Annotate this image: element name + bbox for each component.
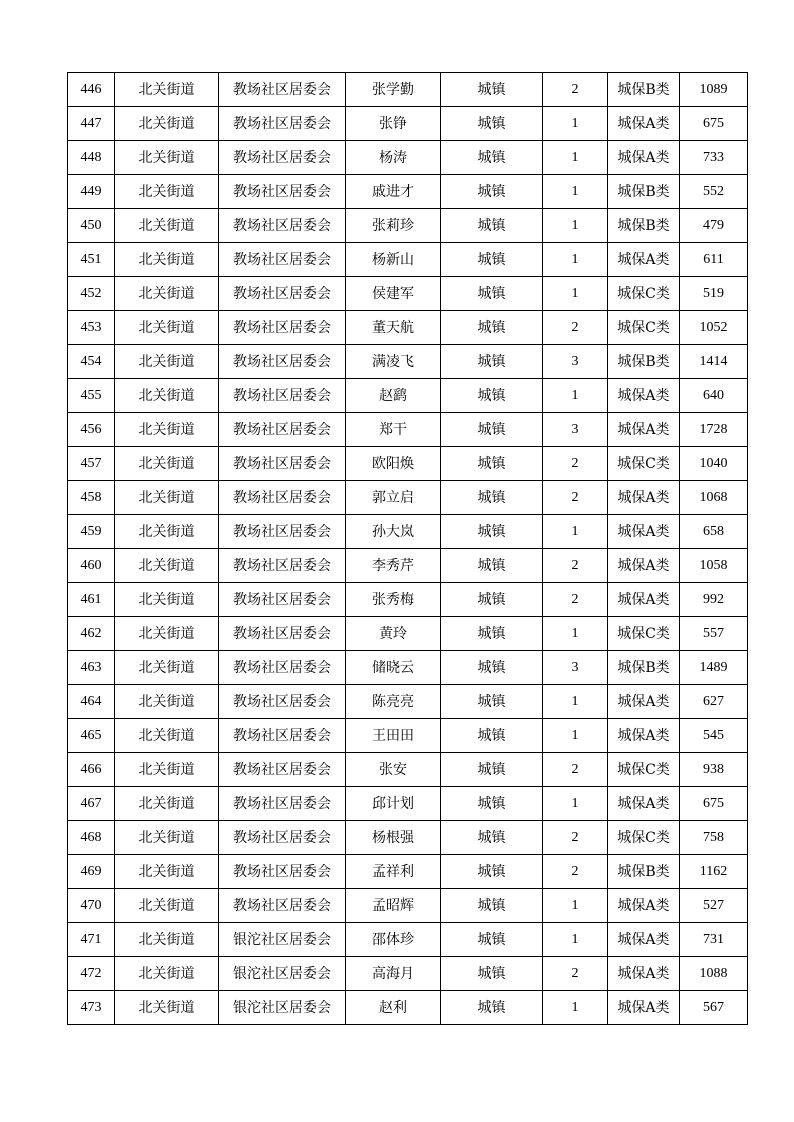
cell-community: 教场社区居委会 xyxy=(219,549,346,583)
cell-insurance-category: 城保A类 xyxy=(608,583,680,617)
cell-insurance-category: 城保B类 xyxy=(608,73,680,107)
cell-street: 北关街道 xyxy=(115,141,219,175)
cell-household-count: 2 xyxy=(543,311,608,345)
cell-household-count: 1 xyxy=(543,107,608,141)
cell-amount: 731 xyxy=(680,923,748,957)
cell-person-name: 杨涛 xyxy=(346,141,441,175)
cell-household-count: 3 xyxy=(543,345,608,379)
cell-amount: 1089 xyxy=(680,73,748,107)
cell-serial-number: 472 xyxy=(68,957,115,991)
cell-insurance-category: 城保A类 xyxy=(608,787,680,821)
cell-street: 北关街道 xyxy=(115,311,219,345)
cell-household-count: 2 xyxy=(543,447,608,481)
cell-area-type: 城镇 xyxy=(441,923,543,957)
cell-household-count: 1 xyxy=(543,617,608,651)
cell-amount: 1414 xyxy=(680,345,748,379)
cell-serial-number: 468 xyxy=(68,821,115,855)
cell-area-type: 城镇 xyxy=(441,243,543,277)
table-row xyxy=(68,787,748,821)
cell-area-type: 城镇 xyxy=(441,277,543,311)
cell-serial-number: 462 xyxy=(68,617,115,651)
cell-serial-number: 449 xyxy=(68,175,115,209)
cell-community: 教场社区居委会 xyxy=(219,107,346,141)
cell-person-name: 赵利 xyxy=(346,991,441,1025)
cell-household-count: 1 xyxy=(543,379,608,413)
cell-insurance-category: 城保C类 xyxy=(608,821,680,855)
cell-serial-number: 455 xyxy=(68,379,115,413)
cell-street: 北关街道 xyxy=(115,175,219,209)
cell-serial-number: 447 xyxy=(68,107,115,141)
cell-community: 教场社区居委会 xyxy=(219,243,346,277)
cell-person-name: 欧阳焕 xyxy=(346,447,441,481)
roster-table xyxy=(67,72,748,1025)
cell-street: 北关街道 xyxy=(115,991,219,1025)
cell-area-type: 城镇 xyxy=(441,753,543,787)
cell-person-name: 张铮 xyxy=(346,107,441,141)
cell-person-name: 郭立启 xyxy=(346,481,441,515)
cell-amount: 938 xyxy=(680,753,748,787)
cell-amount: 567 xyxy=(680,991,748,1025)
cell-area-type: 城镇 xyxy=(441,73,543,107)
cell-serial-number: 451 xyxy=(68,243,115,277)
cell-person-name: 侯建军 xyxy=(346,277,441,311)
cell-insurance-category: 城保A类 xyxy=(608,991,680,1025)
table-row xyxy=(68,311,748,345)
cell-person-name: 张莉珍 xyxy=(346,209,441,243)
cell-area-type: 城镇 xyxy=(441,413,543,447)
cell-household-count: 2 xyxy=(543,549,608,583)
cell-area-type: 城镇 xyxy=(441,889,543,923)
cell-insurance-category: 城保A类 xyxy=(608,923,680,957)
cell-community: 教场社区居委会 xyxy=(219,413,346,447)
cell-street: 北关街道 xyxy=(115,889,219,923)
cell-community: 银沱社区居委会 xyxy=(219,923,346,957)
table-row xyxy=(68,549,748,583)
cell-person-name: 张秀梅 xyxy=(346,583,441,617)
cell-area-type: 城镇 xyxy=(441,209,543,243)
cell-person-name: 高海月 xyxy=(346,957,441,991)
cell-household-count: 2 xyxy=(543,753,608,787)
cell-community: 教场社区居委会 xyxy=(219,73,346,107)
cell-household-count: 3 xyxy=(543,413,608,447)
cell-area-type: 城镇 xyxy=(441,583,543,617)
cell-amount: 627 xyxy=(680,685,748,719)
cell-community: 教场社区居委会 xyxy=(219,855,346,889)
cell-area-type: 城镇 xyxy=(441,719,543,753)
cell-person-name: 邱计划 xyxy=(346,787,441,821)
table-row xyxy=(68,991,748,1025)
cell-serial-number: 459 xyxy=(68,515,115,549)
cell-street: 北关街道 xyxy=(115,923,219,957)
cell-community: 银沱社区居委会 xyxy=(219,957,346,991)
cell-street: 北关街道 xyxy=(115,549,219,583)
table-row xyxy=(68,617,748,651)
cell-serial-number: 454 xyxy=(68,345,115,379)
cell-serial-number: 446 xyxy=(68,73,115,107)
cell-insurance-category: 城保A类 xyxy=(608,515,680,549)
cell-household-count: 2 xyxy=(543,481,608,515)
cell-street: 北关街道 xyxy=(115,107,219,141)
cell-street: 北关街道 xyxy=(115,753,219,787)
cell-community: 教场社区居委会 xyxy=(219,345,346,379)
cell-amount: 758 xyxy=(680,821,748,855)
cell-street: 北关街道 xyxy=(115,651,219,685)
cell-street: 北关街道 xyxy=(115,583,219,617)
cell-street: 北关街道 xyxy=(115,345,219,379)
cell-serial-number: 452 xyxy=(68,277,115,311)
cell-serial-number: 471 xyxy=(68,923,115,957)
cell-serial-number: 464 xyxy=(68,685,115,719)
cell-community: 银沱社区居委会 xyxy=(219,991,346,1025)
cell-household-count: 2 xyxy=(543,957,608,991)
cell-insurance-category: 城保C类 xyxy=(608,753,680,787)
cell-area-type: 城镇 xyxy=(441,107,543,141)
cell-amount: 1068 xyxy=(680,481,748,515)
cell-insurance-category: 城保C类 xyxy=(608,617,680,651)
table-row xyxy=(68,175,748,209)
cell-street: 北关街道 xyxy=(115,413,219,447)
cell-amount: 640 xyxy=(680,379,748,413)
cell-household-count: 1 xyxy=(543,515,608,549)
cell-insurance-category: 城保A类 xyxy=(608,957,680,991)
cell-street: 北关街道 xyxy=(115,481,219,515)
cell-insurance-category: 城保C类 xyxy=(608,311,680,345)
cell-household-count: 3 xyxy=(543,651,608,685)
cell-serial-number: 467 xyxy=(68,787,115,821)
cell-street: 北关街道 xyxy=(115,209,219,243)
cell-serial-number: 453 xyxy=(68,311,115,345)
cell-area-type: 城镇 xyxy=(441,787,543,821)
table-row xyxy=(68,889,748,923)
cell-household-count: 2 xyxy=(543,583,608,617)
cell-insurance-category: 城保A类 xyxy=(608,889,680,923)
cell-household-count: 2 xyxy=(543,855,608,889)
cell-serial-number: 458 xyxy=(68,481,115,515)
cell-person-name: 戚进才 xyxy=(346,175,441,209)
cell-amount: 527 xyxy=(680,889,748,923)
cell-household-count: 1 xyxy=(543,141,608,175)
cell-street: 北关街道 xyxy=(115,787,219,821)
cell-person-name: 杨根强 xyxy=(346,821,441,855)
table-row xyxy=(68,209,748,243)
cell-amount: 1728 xyxy=(680,413,748,447)
cell-serial-number: 456 xyxy=(68,413,115,447)
cell-household-count: 1 xyxy=(543,923,608,957)
table-row xyxy=(68,685,748,719)
cell-amount: 557 xyxy=(680,617,748,651)
cell-area-type: 城镇 xyxy=(441,447,543,481)
cell-area-type: 城镇 xyxy=(441,617,543,651)
table-row xyxy=(68,345,748,379)
cell-person-name: 郑干 xyxy=(346,413,441,447)
cell-community: 教场社区居委会 xyxy=(219,753,346,787)
table-row xyxy=(68,481,748,515)
cell-household-count: 2 xyxy=(543,73,608,107)
table-row xyxy=(68,447,748,481)
cell-street: 北关街道 xyxy=(115,957,219,991)
cell-person-name: 杨新山 xyxy=(346,243,441,277)
cell-community: 教场社区居委会 xyxy=(219,311,346,345)
cell-amount: 519 xyxy=(680,277,748,311)
cell-amount: 1052 xyxy=(680,311,748,345)
table-row xyxy=(68,243,748,277)
cell-insurance-category: 城保A类 xyxy=(608,549,680,583)
table-row xyxy=(68,651,748,685)
cell-serial-number: 470 xyxy=(68,889,115,923)
table-row xyxy=(68,141,748,175)
cell-area-type: 城镇 xyxy=(441,991,543,1025)
cell-street: 北关街道 xyxy=(115,855,219,889)
cell-area-type: 城镇 xyxy=(441,175,543,209)
cell-serial-number: 463 xyxy=(68,651,115,685)
cell-amount: 611 xyxy=(680,243,748,277)
cell-insurance-category: 城保B类 xyxy=(608,345,680,379)
cell-insurance-category: 城保A类 xyxy=(608,719,680,753)
cell-household-count: 1 xyxy=(543,685,608,719)
cell-person-name: 储晓云 xyxy=(346,651,441,685)
cell-amount: 1088 xyxy=(680,957,748,991)
cell-amount: 1489 xyxy=(680,651,748,685)
cell-amount: 675 xyxy=(680,787,748,821)
cell-household-count: 2 xyxy=(543,821,608,855)
table-row xyxy=(68,73,748,107)
cell-area-type: 城镇 xyxy=(441,957,543,991)
cell-household-count: 1 xyxy=(543,277,608,311)
cell-person-name: 孟祥利 xyxy=(346,855,441,889)
cell-insurance-category: 城保A类 xyxy=(608,243,680,277)
table-row xyxy=(68,515,748,549)
cell-person-name: 董天航 xyxy=(346,311,441,345)
cell-person-name: 黄玲 xyxy=(346,617,441,651)
cell-area-type: 城镇 xyxy=(441,685,543,719)
cell-community: 教场社区居委会 xyxy=(219,447,346,481)
table-row xyxy=(68,855,748,889)
cell-community: 教场社区居委会 xyxy=(219,277,346,311)
cell-community: 教场社区居委会 xyxy=(219,141,346,175)
cell-street: 北关街道 xyxy=(115,719,219,753)
cell-person-name: 张安 xyxy=(346,753,441,787)
cell-insurance-category: 城保B类 xyxy=(608,855,680,889)
cell-community: 教场社区居委会 xyxy=(219,889,346,923)
cell-person-name: 孟昭辉 xyxy=(346,889,441,923)
cell-community: 教场社区居委会 xyxy=(219,583,346,617)
cell-serial-number: 450 xyxy=(68,209,115,243)
cell-community: 教场社区居委会 xyxy=(219,651,346,685)
cell-amount: 733 xyxy=(680,141,748,175)
cell-person-name: 赵鹞 xyxy=(346,379,441,413)
cell-community: 教场社区居委会 xyxy=(219,685,346,719)
cell-insurance-category: 城保A类 xyxy=(608,379,680,413)
cell-amount: 658 xyxy=(680,515,748,549)
cell-serial-number: 466 xyxy=(68,753,115,787)
roster-body xyxy=(68,73,748,1025)
cell-serial-number: 465 xyxy=(68,719,115,753)
table-row xyxy=(68,719,748,753)
cell-insurance-category: 城保B类 xyxy=(608,175,680,209)
cell-area-type: 城镇 xyxy=(441,651,543,685)
cell-person-name: 邵体珍 xyxy=(346,923,441,957)
cell-person-name: 张学勤 xyxy=(346,73,441,107)
cell-person-name: 陈亮亮 xyxy=(346,685,441,719)
cell-street: 北关街道 xyxy=(115,73,219,107)
cell-insurance-category: 城保A类 xyxy=(608,107,680,141)
cell-insurance-category: 城保A类 xyxy=(608,413,680,447)
cell-community: 教场社区居委会 xyxy=(219,209,346,243)
cell-area-type: 城镇 xyxy=(441,141,543,175)
cell-area-type: 城镇 xyxy=(441,855,543,889)
cell-household-count: 1 xyxy=(543,175,608,209)
table-row xyxy=(68,923,748,957)
cell-community: 教场社区居委会 xyxy=(219,821,346,855)
cell-street: 北关街道 xyxy=(115,617,219,651)
table-row xyxy=(68,413,748,447)
cell-insurance-category: 城保A类 xyxy=(608,141,680,175)
cell-community: 教场社区居委会 xyxy=(219,515,346,549)
cell-serial-number: 469 xyxy=(68,855,115,889)
cell-insurance-category: 城保A类 xyxy=(608,685,680,719)
cell-area-type: 城镇 xyxy=(441,345,543,379)
cell-serial-number: 461 xyxy=(68,583,115,617)
table-row xyxy=(68,821,748,855)
cell-street: 北关街道 xyxy=(115,379,219,413)
cell-community: 教场社区居委会 xyxy=(219,379,346,413)
cell-serial-number: 457 xyxy=(68,447,115,481)
table-row xyxy=(68,379,748,413)
cell-household-count: 1 xyxy=(543,243,608,277)
cell-amount: 675 xyxy=(680,107,748,141)
cell-street: 北关街道 xyxy=(115,685,219,719)
table-row xyxy=(68,583,748,617)
cell-household-count: 1 xyxy=(543,209,608,243)
cell-amount: 1058 xyxy=(680,549,748,583)
cell-amount: 552 xyxy=(680,175,748,209)
cell-amount: 545 xyxy=(680,719,748,753)
cell-serial-number: 460 xyxy=(68,549,115,583)
cell-street: 北关街道 xyxy=(115,515,219,549)
cell-amount: 992 xyxy=(680,583,748,617)
cell-amount: 479 xyxy=(680,209,748,243)
cell-area-type: 城镇 xyxy=(441,821,543,855)
cell-insurance-category: 城保B类 xyxy=(608,209,680,243)
cell-street: 北关街道 xyxy=(115,821,219,855)
cell-insurance-category: 城保C类 xyxy=(608,447,680,481)
cell-serial-number: 448 xyxy=(68,141,115,175)
cell-person-name: 王田田 xyxy=(346,719,441,753)
table-row xyxy=(68,957,748,991)
table-row xyxy=(68,753,748,787)
cell-household-count: 1 xyxy=(543,889,608,923)
cell-household-count: 1 xyxy=(543,991,608,1025)
cell-area-type: 城镇 xyxy=(441,311,543,345)
cell-insurance-category: 城保C类 xyxy=(608,277,680,311)
cell-serial-number: 473 xyxy=(68,991,115,1025)
cell-community: 教场社区居委会 xyxy=(219,175,346,209)
cell-person-name: 满凌飞 xyxy=(346,345,441,379)
cell-person-name: 李秀芹 xyxy=(346,549,441,583)
cell-household-count: 1 xyxy=(543,719,608,753)
cell-street: 北关街道 xyxy=(115,447,219,481)
cell-household-count: 1 xyxy=(543,787,608,821)
cell-area-type: 城镇 xyxy=(441,379,543,413)
cell-street: 北关街道 xyxy=(115,277,219,311)
table-row xyxy=(68,107,748,141)
cell-insurance-category: 城保B类 xyxy=(608,651,680,685)
cell-area-type: 城镇 xyxy=(441,515,543,549)
cell-community: 教场社区居委会 xyxy=(219,719,346,753)
cell-person-name: 孙大岚 xyxy=(346,515,441,549)
cell-community: 教场社区居委会 xyxy=(219,481,346,515)
cell-amount: 1162 xyxy=(680,855,748,889)
cell-area-type: 城镇 xyxy=(441,481,543,515)
cell-insurance-category: 城保A类 xyxy=(608,481,680,515)
cell-street: 北关街道 xyxy=(115,243,219,277)
table-row xyxy=(68,277,748,311)
cell-area-type: 城镇 xyxy=(441,549,543,583)
cell-amount: 1040 xyxy=(680,447,748,481)
cell-community: 教场社区居委会 xyxy=(219,617,346,651)
cell-community: 教场社区居委会 xyxy=(219,787,346,821)
